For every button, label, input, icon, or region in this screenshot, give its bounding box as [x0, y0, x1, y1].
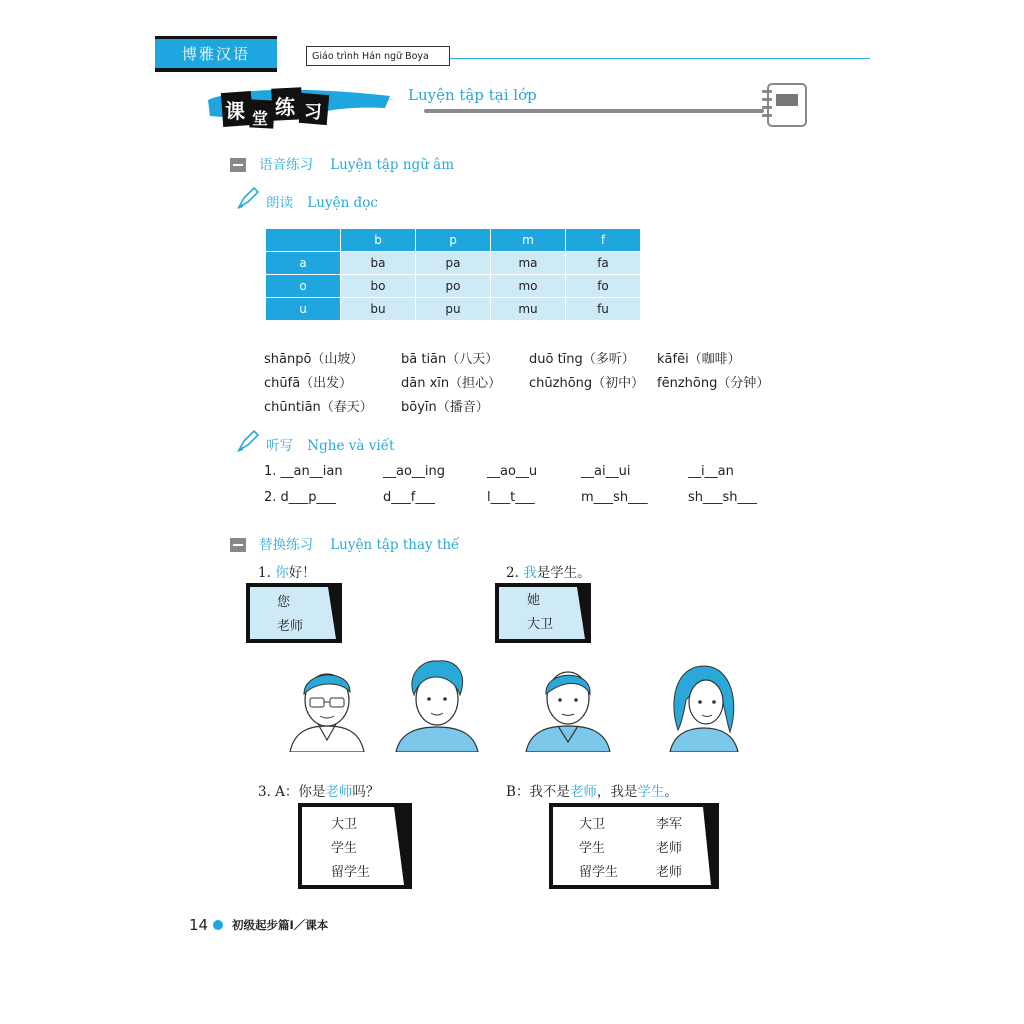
card-option: 您: [277, 595, 291, 610]
footer-book-title: 初级起步篇Ⅰ／课本: [232, 918, 329, 932]
student-curly-hair-illustration: [392, 655, 482, 752]
exercise-highlight: 我: [523, 565, 537, 581]
table-header-row: [266, 229, 641, 252]
dictation-item: l___t___: [487, 490, 535, 505]
banner-cn-char-2: 堂: [252, 109, 269, 128]
read-cn: 朗读: [266, 195, 293, 211]
table-cell: ba: [341, 252, 416, 275]
table-header-cell: b: [341, 229, 416, 252]
card-option: 李军: [656, 817, 683, 832]
section2-cn: 替换练习: [259, 537, 314, 553]
exercise-text: B：我不是: [506, 784, 570, 800]
exercise-2-prompt: [506, 561, 591, 581]
notebook-icon: [760, 82, 808, 128]
table-row-header: u: [266, 298, 341, 321]
dictation-item: sh___sh___: [688, 490, 758, 505]
table-cell: ma: [491, 252, 566, 275]
banner-cn-char-1: 课: [225, 99, 245, 123]
footer-dot: [213, 920, 223, 930]
word-item: bōyīn（播音）: [401, 400, 489, 415]
exercise-highlight: 老师: [325, 784, 353, 800]
table-cell: fo: [566, 275, 641, 298]
young-man-illustration: [522, 658, 614, 752]
word-item: chūfā（出发）: [264, 376, 353, 391]
table-cell: pu: [416, 298, 491, 321]
dictation-item: m___sh___: [581, 490, 648, 505]
dictation-item: __ao__u: [487, 464, 538, 479]
dictation-item: 2. d___p___: [264, 490, 337, 505]
section1-cn: 语音练习: [259, 157, 314, 173]
banner-cn-char-4: 习: [304, 102, 322, 123]
dictation-item: __ai__ui: [581, 464, 631, 479]
read-heading: [266, 191, 378, 211]
word-item: chūzhōng（初中）: [529, 376, 645, 391]
exercise-1-prompt: [258, 561, 316, 581]
card-option: 学生: [579, 841, 606, 856]
substitution-card: [246, 583, 342, 643]
dictation-item: d___f___: [383, 490, 435, 505]
card-option: 大卫: [331, 817, 358, 832]
table-row-header: o: [266, 275, 341, 298]
dictation-cn: 听写: [266, 438, 293, 454]
card-option: 留学生: [579, 865, 619, 880]
exercise-rest: 是学生。: [536, 565, 591, 581]
section2-number-box: [230, 538, 246, 552]
table-row-header: a: [266, 252, 341, 275]
word-item: fēnzhōng（分钟）: [657, 376, 770, 391]
table-cell: pa: [416, 252, 491, 275]
exercise-number: 1.: [258, 565, 271, 581]
table-row: [266, 275, 641, 298]
exercise-text: 。: [664, 784, 678, 800]
word-item: shānpō（山坡）: [264, 352, 364, 367]
substitution-card: [549, 803, 719, 889]
table-cell: mu: [491, 298, 566, 321]
exercise-3b-prompt: [506, 780, 678, 800]
card-option: 她: [527, 593, 541, 608]
exercise-highlight: 学生: [637, 784, 665, 800]
pen-icon: [236, 186, 260, 210]
read-vn: Luyện đọc: [307, 195, 378, 211]
banner-cn-char-3: 练: [275, 95, 295, 119]
exercise-text: ，我是: [596, 784, 638, 800]
page-number: 14: [189, 916, 209, 934]
exercise-3a-prompt: [258, 780, 379, 800]
word-item: dān xīn（担心）: [401, 376, 502, 391]
table-cell: bo: [341, 275, 416, 298]
table-cell: bu: [341, 298, 416, 321]
section2-vn: Luyện tập thay thế: [330, 537, 460, 553]
table-header-cell: f: [566, 229, 641, 252]
header-tab-label: 博雅汉语: [181, 45, 250, 63]
card-option: 留学生: [331, 865, 371, 880]
table-header-cell: m: [491, 229, 566, 252]
table-row: [266, 252, 641, 275]
table-cell: fu: [566, 298, 641, 321]
section2-heading: [230, 533, 459, 553]
card-option: 老师: [656, 841, 683, 856]
exercise-highlight: 老师: [569, 784, 597, 800]
dictation-vn: Nghe và viết: [307, 438, 395, 454]
pen-icon: [236, 429, 260, 453]
card-option: 老师: [656, 865, 683, 880]
dictation-item: 1. __an__ian: [264, 464, 343, 479]
word-item: chūntiān（春天）: [264, 400, 373, 415]
exercise-highlight: 你: [275, 565, 289, 581]
banner-rule: [424, 109, 764, 113]
header-tab: [155, 36, 277, 72]
dictation-item: __i__an: [688, 464, 734, 479]
table-cell: po: [416, 275, 491, 298]
table-cell: mo: [491, 275, 566, 298]
exercise-number: 2.: [506, 565, 519, 581]
phonetic-table: [265, 228, 641, 321]
table-header-cell: p: [416, 229, 491, 252]
young-woman-illustration: [664, 660, 744, 752]
table-row: [266, 298, 641, 321]
dictation-heading: [266, 434, 394, 454]
section1-heading: [230, 153, 454, 173]
card-option: 学生: [331, 841, 358, 856]
word-item: duō tīng（多听）: [529, 352, 635, 367]
exercise-rest: 好！: [288, 565, 316, 581]
exercise-text: 吗？: [352, 784, 380, 800]
exercise-text: 3. A：你是: [258, 784, 326, 800]
card-option: 大卫: [579, 817, 606, 832]
table-header-cell: [266, 229, 341, 252]
section1-vn: Luyện tập ngữ âm: [330, 157, 455, 173]
banner-brush-graphic: [200, 78, 400, 138]
card-option: 老师: [277, 619, 304, 634]
word-item: bā tiān（八天）: [401, 352, 499, 367]
table-cell: fa: [566, 252, 641, 275]
card-option: 大卫: [527, 617, 554, 632]
header-subtitle: Giáo trình Hán ngữ Boya: [306, 46, 450, 66]
dictation-item: __ao__ing: [383, 464, 446, 479]
section1-number-box: [230, 158, 246, 172]
header-rule: [450, 58, 870, 59]
word-item: kāfēi（咖啡）: [657, 352, 741, 367]
teacher-illustration: [282, 660, 372, 752]
banner-vn-title: Luyện tập tại lớp: [408, 86, 537, 104]
